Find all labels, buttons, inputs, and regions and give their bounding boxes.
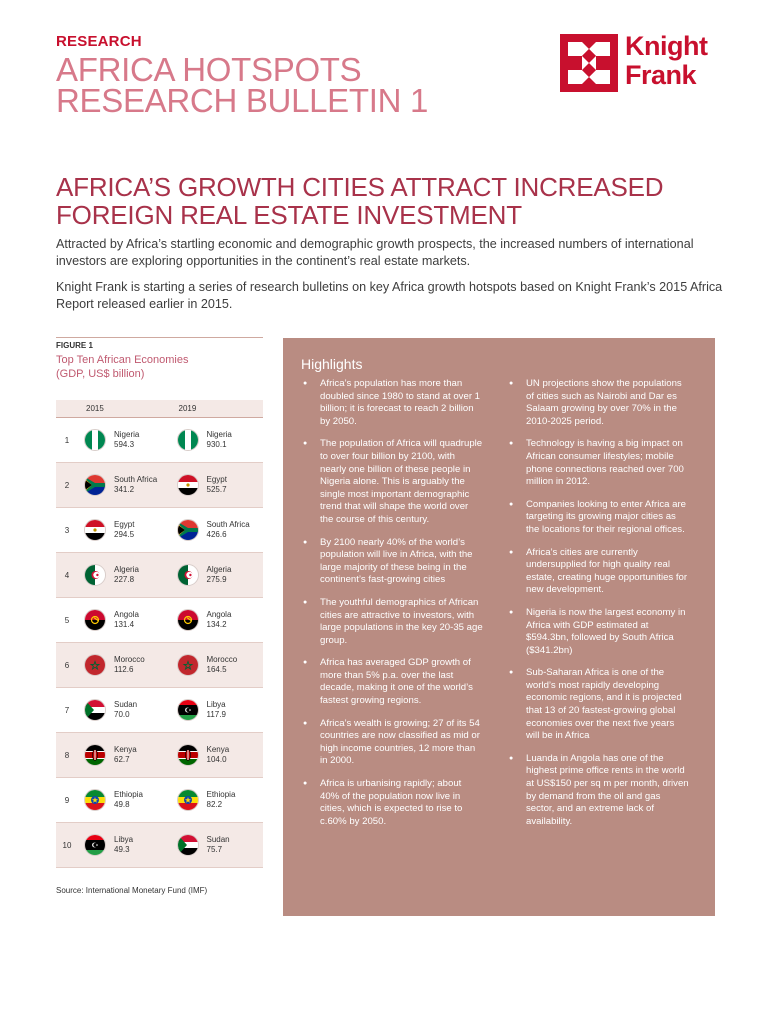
country-name: Sudan [206, 835, 230, 844]
highlight-item: ● Africa’s wealth is growing; 27 of its 54 countries are now classified as mid or high income countries, 12 more than in 2000. [303, 718, 483, 768]
gdp-2015-cell [78, 463, 171, 508]
highlights-title: Highlights [301, 356, 363, 372]
flag-ethiopia-icon [84, 789, 106, 811]
gdp-value: 104.0 [206, 755, 227, 764]
table-row [56, 688, 263, 733]
flag-nigeria-icon [177, 429, 199, 451]
highlight-item: ● Companies looking to enter Africa are targeting its growing major cities as the locations for their regional offices. [509, 499, 689, 537]
gdp-2019-cell [171, 733, 264, 778]
figure-title-line1: Top Ten African Economies [56, 354, 189, 366]
gdp-value: 49.3 [114, 845, 130, 854]
rank-header [56, 400, 78, 418]
rank-cell: 6 [56, 643, 78, 688]
gdp-value: 134.2 [206, 620, 227, 629]
highlight-item: ● Sub-Saharan Africa is one of the world’s most rapidly developing economic regions, and it is projected that 13 of 20 fastest-growing global economies over the next five years will be in Africa [509, 667, 689, 743]
gdp-2019-cell [171, 643, 264, 688]
flag-libya-icon [84, 834, 106, 856]
gdp-2015-cell [78, 778, 171, 823]
country-name: Algeria [206, 565, 232, 574]
table-row [56, 598, 263, 643]
headline-line1: AFRICA’S GROWTH CITIES ATTRACT INCREASED [56, 172, 664, 202]
flag-nigeria-icon [84, 429, 106, 451]
country-name: Ethiopia [114, 790, 143, 799]
highlight-item: ● Africa’s cities are currently undersupplied for high quality real estate, creating huge opportunities for new development. [509, 547, 689, 597]
country-name: Libya [206, 700, 226, 709]
headline-line2: FOREIGN REAL ESTATE INVESTMENT [56, 200, 522, 230]
flag-south-africa-icon [84, 474, 106, 496]
highlight-item: ● Africa’s population has more than doubled since 1980 to stand at over 1 billion; it is forecast to reach 2 billion by 2050. [303, 378, 483, 428]
country-name: Angola [114, 610, 139, 619]
highlight-item: ● The youthful demographics of African cities are attractive to investors, with large populations in the key 20-35 age group. [303, 597, 483, 647]
gdp-value: 117.9 [206, 710, 226, 719]
gdp-2019-cell [171, 463, 264, 508]
bulletin-title [56, 51, 429, 119]
gdp-value: 75.7 [206, 845, 223, 854]
gdp-2015-cell [78, 733, 171, 778]
gdp-2015-cell [78, 508, 171, 553]
gdp-value: 525.7 [206, 485, 227, 494]
country-name: Egypt [206, 475, 227, 484]
flag-sudan-icon [84, 699, 106, 721]
flag-egypt-icon [177, 474, 199, 496]
page-headline [56, 173, 726, 229]
country-name: South Africa [114, 475, 158, 484]
rank-cell: 5 [56, 598, 78, 643]
gdp-2019-cell [171, 688, 264, 733]
highlights-panel [283, 338, 715, 916]
flag-angola-icon [177, 609, 199, 631]
logo-line2: Frank [625, 60, 697, 90]
gdp-value: 82.2 [206, 800, 223, 809]
gdp-2019-cell [171, 553, 264, 598]
country-name: Nigeria [206, 430, 232, 439]
flag-egypt-icon [84, 519, 106, 541]
flag-morocco-icon [177, 654, 199, 676]
highlight-item: ● Luanda in Angola has one of the highest prime office rents in the world at US$150 per sq m per month, driven by demand from the oil and gas sector, and an extreme lack of availability. [509, 753, 689, 829]
country-name: Kenya [206, 745, 230, 754]
gdp-value: 164.5 [206, 665, 227, 674]
figure-title-line2: (GDP, US$ billion) [56, 368, 145, 380]
figure-title [56, 353, 266, 381]
flag-morocco-icon [84, 654, 106, 676]
section-kicker: RESEARCH [56, 33, 142, 50]
table-row [56, 643, 263, 688]
gdp-value: 49.8 [114, 800, 130, 809]
gdp-value: 227.8 [114, 575, 135, 584]
rank-cell: 7 [56, 688, 78, 733]
logo-wordmark [625, 32, 707, 90]
country-name: South Africa [206, 520, 250, 529]
logo-mark-icon [560, 34, 618, 92]
highlight-item: ● The population of Africa will quadruple to over four billion by 2100, with nearly one billion of these people in Nigeria alone. This is arguably the single most important demographic trend that will shape the world over the course of this century. [303, 438, 483, 526]
country-name: Sudan [114, 700, 138, 709]
gdp-value: 426.6 [206, 530, 227, 539]
gdp-value: 930.1 [206, 440, 227, 449]
rank-cell: 4 [56, 553, 78, 598]
gdp-value: 275.9 [206, 575, 227, 584]
country-name: Kenya [114, 745, 137, 754]
figure-source: Source: International Monetary Fund (IMF) [56, 886, 208, 895]
gdp-2015-cell [78, 643, 171, 688]
country-name: Morocco [114, 655, 145, 664]
bulletin-title-line1: AFRICA HOTSPOTS [56, 51, 362, 88]
flag-kenya-icon [177, 744, 199, 766]
gdp-2019-cell [171, 418, 264, 463]
gdp-2019-cell [171, 823, 264, 868]
intro-paragraph-2: Knight Frank is starting a series of research bulletins on key Africa growth hotspots based on Knight Frank’s 2015 Africa Report released earlier in 2015. [56, 280, 723, 311]
table-row [56, 733, 263, 778]
highlights-left-column [303, 378, 483, 838]
table-row [56, 823, 263, 868]
figure-top-rule [56, 337, 263, 338]
country-name: Morocco [206, 655, 238, 664]
gdp-2015-cell [78, 418, 171, 463]
table-row [56, 418, 263, 463]
gdp-value: 131.4 [114, 620, 135, 629]
flag-algeria-icon [177, 564, 199, 586]
economies-table-body [56, 418, 263, 868]
country-name: Egypt [114, 520, 135, 529]
rank-cell: 2 [56, 463, 78, 508]
economies-table [56, 400, 263, 868]
flag-sudan-icon [177, 834, 199, 856]
gdp-value: 341.2 [114, 485, 135, 494]
highlight-item: ● Nigeria is now the largest economy in Africa with GDP estimated at $594.3bn, followed by South Africa ($341.2bn) [509, 607, 689, 657]
country-name: Libya [114, 835, 134, 844]
table-row [56, 553, 263, 598]
rank-cell: 8 [56, 733, 78, 778]
gdp-value: 70.0 [114, 710, 130, 719]
gdp-2019-cell [171, 508, 264, 553]
gdp-value: 294.5 [114, 530, 135, 539]
rank-cell: 9 [56, 778, 78, 823]
highlight-item: ● By 2100 nearly 40% of the world’s population will live in Africa, with the large majority of these being in the continent’s fast-growing cities [303, 537, 483, 587]
gdp-2019-cell [171, 778, 264, 823]
rank-cell: 3 [56, 508, 78, 553]
logo-line1: Knight [625, 31, 708, 61]
column-2019-header: 2019 [171, 400, 264, 418]
figure-label: FIGURE 1 [56, 341, 93, 350]
intro-text [56, 236, 726, 322]
highlight-item: ● Africa has averaged GDP growth of more than 5% p.a. over the last decade, making it one of the world’s fastest growing regions. [303, 657, 483, 707]
highlight-item: ● UN projections show the populations of cities such as Nairobi and Dar es Salaam growing by over 70% in the 2010-2025 period. [509, 378, 689, 428]
table-row [56, 508, 263, 553]
gdp-2015-cell [78, 823, 171, 868]
flag-south-africa-icon [177, 519, 199, 541]
flag-ethiopia-icon [177, 789, 199, 811]
flag-angola-icon [84, 609, 106, 631]
table-row [56, 778, 263, 823]
gdp-value: 112.6 [114, 665, 134, 674]
country-name: Algeria [114, 565, 139, 574]
gdp-2019-cell [171, 598, 264, 643]
flag-kenya-icon [84, 744, 106, 766]
gdp-2015-cell [78, 553, 171, 598]
highlight-item: ● Technology is having a big impact on African consumer lifestyles; mobile phone connections reached over 700 million in 2012. [509, 438, 689, 488]
gdp-value: 594.3 [114, 440, 135, 449]
bulletin-title-line2: RESEARCH BULLETIN 1 [56, 82, 429, 119]
highlights-right-column [509, 378, 689, 838]
gdp-value: 62.7 [114, 755, 130, 764]
country-name: Angola [206, 610, 232, 619]
column-2015-header: 2015 [78, 400, 171, 418]
flag-libya-icon [177, 699, 199, 721]
intro-paragraph-1: Attracted by Africa’s startling economic and demographic growth prospects, the increased numbers of international investors are exploring opportunities in the continent’s real estate markets. [56, 237, 694, 268]
highlight-item: ● Africa is urbanising rapidly; about 40% of the population now live in cities, which is expected to rise to c.60% by 2050. [303, 778, 483, 828]
rank-cell: 10 [56, 823, 78, 868]
knight-frank-logo [560, 32, 720, 94]
country-name: Nigeria [114, 430, 140, 439]
table-row [56, 463, 263, 508]
gdp-2015-cell [78, 688, 171, 733]
country-name: Ethiopia [206, 790, 236, 799]
flag-algeria-icon [84, 564, 106, 586]
gdp-2015-cell [78, 598, 171, 643]
rank-cell: 1 [56, 418, 78, 463]
